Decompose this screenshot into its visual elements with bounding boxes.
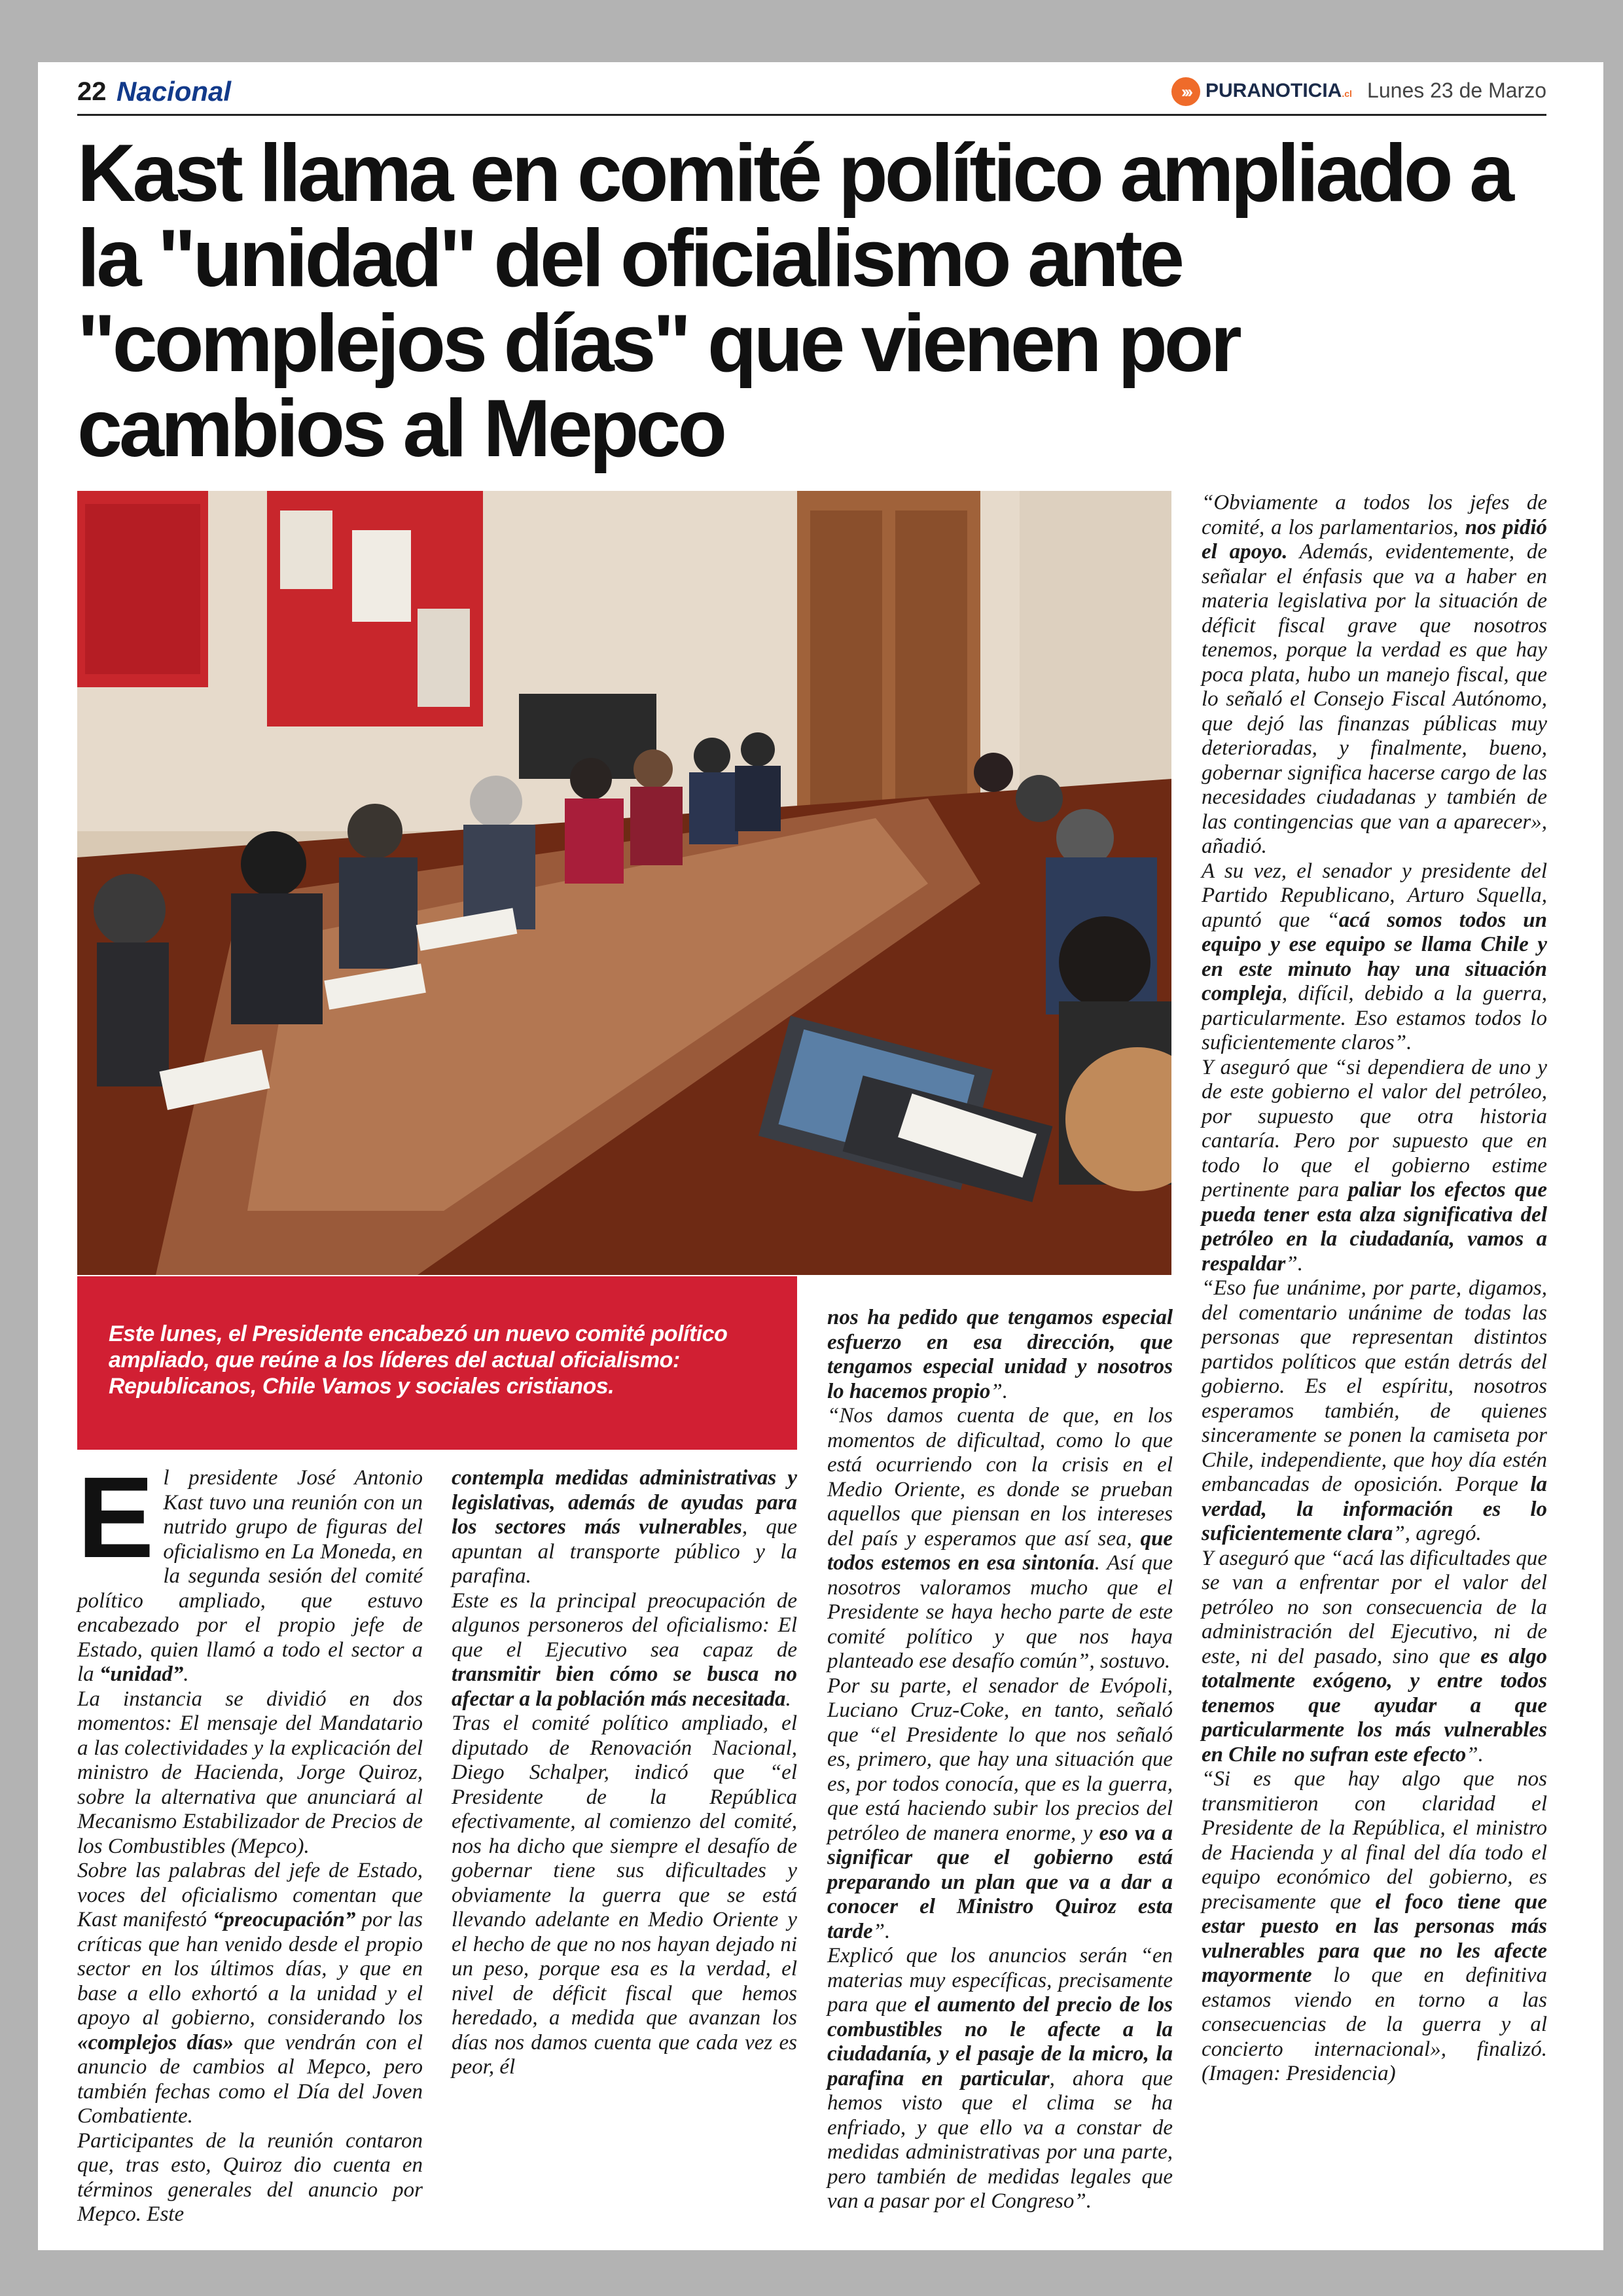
article-column-1	[77, 1454, 423, 2227]
photo-icon	[77, 491, 1171, 1275]
paragraph: contempla medidas administrativas y legislativas, además de ayudas para los sectores más vulnerables, que apuntan al transporte público y la parafina.	[452, 1466, 797, 1588]
page-number: 22	[77, 77, 107, 106]
section-name: Nacional	[116, 76, 232, 107]
article-column-4	[1202, 491, 1547, 2087]
paragraph: “Si es que hay algo que nos transmitieron con claridad el Presidente de la República, el ministro de Hacienda y al final del día todo el equipo económico del gobierno, es precisamente que el foco tiene que estar puesto en las personas más vulnerables para que no les afecte mayormente lo que en definitiva estamos viendo en torno a las consecuencias de la guerra y al concierto internacional», finalizó. (Imagen: Presidencia)	[1202, 1767, 1548, 2085]
paragraph: Este es la principal preocupación de algunos personeros del oficialismo: El que el Ejecutivo sea capaz de transmitir bien cómo se busca no afectar a la población más necesitada.	[452, 1588, 797, 1711]
photo-caption: Este lunes, el Presidente encabezó un nuevo comité político ampliado, que reúne a los líderes del actual oficialismo: Republicanos, Chile Vamos y sociales cristianos.	[77, 1276, 797, 1450]
paragraph: “Eso fue unánime, por parte, digamos, del comentario unánime de todas las personas que representan distintos partidos políticos que están detrás del gobierno. Es el espíritu, nosotros esperamos también, de quienes sinceramente se ponen la camiseta por Chile, independiente, que hoy día estén embancadas de oposición. Porque la verdad, la información es lo suficientemente clara”, agregó.	[1202, 1276, 1547, 1545]
article-column-3	[827, 1306, 1173, 2214]
paragraph: La instancia se dividió en dos momentos: El mensaje del Mandatario a las colectividades y la explicación del ministro de Hacienda, Jorge Quiroz, sobre la alternativa que anunciará al Mecanismo Estabilizador de Precios de los Combustibles (Mepco).	[77, 1687, 423, 1858]
paragraph: Explicó que los anuncios serán “en materias muy específicas, precisamente para que el aumento del precio de los combustibles no le afecte a la ciudadanía, y el pasaje de la micro, la parafina en particular, ahora que hemos visto que el clima se ha enfriado, y que ello va a constar de medidas administrativas por una parte, pero también de medidas legales que van a pasar por el Congreso”.	[827, 1944, 1173, 2213]
paragraph: Participantes de la reunión contaron que, tras esto, Quiroz dio cuenta en términos generales del anuncio por Mepco. Este	[77, 2128, 423, 2226]
header-divider	[77, 114, 1546, 116]
paragraph: El presidente José Antonio Kast tuvo una reunión con un nutrido grupo de figuras del oficialismo en La Moneda, en la segunda sesión del comité político ampliado, que estuvo encabezado por el propio jefe de Estado, quien llamó a todo el sector a la “unidad”.	[77, 1454, 423, 1686]
paragraph: nos ha pedido que tengamos especial esfuerzo en esa dirección, que tengamos especial unidad y nosotros lo hacemos propio”.	[827, 1306, 1173, 1403]
issue-date: Lunes 23 de Marzo	[1367, 79, 1546, 102]
paragraph: Por su parte, el senador de Evópoli, Luciano Cruz-Coke, en tanto, señaló que “el Presidente lo que nos señaló es, primero, que hay una situación que es, por todos conocía, que es la guerra, que está haciendo subir los precios del petróleo de manera enorme, y eso va a significar que el gobierno está preparando un plan que va a dar a conocer el Ministro Quiroz esta tarde”.	[827, 1674, 1173, 1943]
paragraph: “Obviamente a todos los jefes de comité, a los parlamentarios, nos pidió el apoyo. Además, evidentemente, de señalar el énfasis que va a haber en materia legislativa por la situación de déficit fiscal grave que nosotros tenemos, porque la verdad es que hay poca plata, hubo un manejo fiscal, que lo señaló el Consejo Fiscal Autónomo, que dejó las finanzas públicas muy deterioradas, y finalmente, bueno, gobernar significa hacerse cargo de las necesidades ciudadanas y también de las contingencias que van a aparecer», añadió.	[1202, 491, 1548, 858]
chevron-logo-icon: ›››	[1171, 77, 1200, 106]
paragraph: “Nos damos cuenta de que, en los momentos de dificultad, como lo que está ocurriendo con la crisis en el Medio Oriente, es donde se prueban aquellos que piensan en los intereses del país y esperamos que así sea, que todos estemos en esa sintonía. Así que nosotros valoramos mucho que el Presidente se haya hecho parte de este comité político y que nos haya planteado ese desafío común”, sostuvo.	[827, 1404, 1173, 1673]
article-column-2	[452, 1466, 797, 2080]
headline: Kast llama en comité político ampliado a la "unidad" del oficialismo ante "complejos días" que vienen por cambios al Mepco	[77, 128, 1512, 474]
drop-cap: E	[77, 1454, 154, 1582]
paragraph: Y aseguró que “si dependiera de uno y de este gobierno el valor del petróleo, por supuesto que otra historia cantaría. Pero por supuesto que en todo lo que el gobierno estime pertinente para paliar los efectos que pueda tener esta alza significativa del petróleo en la ciudadanía, vamos a respaldar”.	[1202, 1055, 1547, 1276]
logo-text: PURANOTICIA.cl	[1205, 80, 1352, 101]
article-photo	[77, 491, 1171, 1275]
paragraph: Tras el comité político ampliado, el diputado de Renovación Nacional, Diego Schalper, indicó que “el Presidente de la República efectivamente, al comienzo del comité, nos ha dicho que siempre el desafío de gobernar tiene sus dificultades y obviamente la guerra que se está llevando adelante en Medio Oriente y el hecho de que no nos hayan dejado ni un peso, porque esa es la verdad, el nivel de déficit fiscal que hemos heredado, a medida que avanzan los días nos damos cuenta que cada vez es peor, él	[452, 1712, 797, 2079]
paragraph: A su vez, el senador y presidente del Partido Republicano, Arturo Squella, apuntó que “acá somos todos un equipo y ese equipo se llama Chile y en este minuto hay una situación compleja, difícil, debido a la guerra, particularmente. Eso estamos todos lo suficientemente claros”.	[1202, 859, 1548, 1054]
paragraph: Y aseguró que “acá las dificultades que se van a enfrentar por el valor del petróleo no son consecuencia de la administración del Ejecutivo, ni de este, ni del pasado, sino que es algo totalmente exógeno, y entre todos tenemos que ayudar a que particularmente los más vulnerables en Chile no sufran este efecto”.	[1202, 1546, 1547, 1767]
paragraph: Sobre las palabras del jefe de Estado, voces del oficialismo comentan que Kast manifestó “preocupación” por las críticas que han venido desde el propio sector en los últimos días, y que en base a ello exhortó a la unidad y el apoyo al gobierno, considerando los «complejos días» que vendrán con el anuncio de cambios al Mepco, pero también fechas como el Día del Joven Combatiente.	[77, 1859, 423, 2128]
